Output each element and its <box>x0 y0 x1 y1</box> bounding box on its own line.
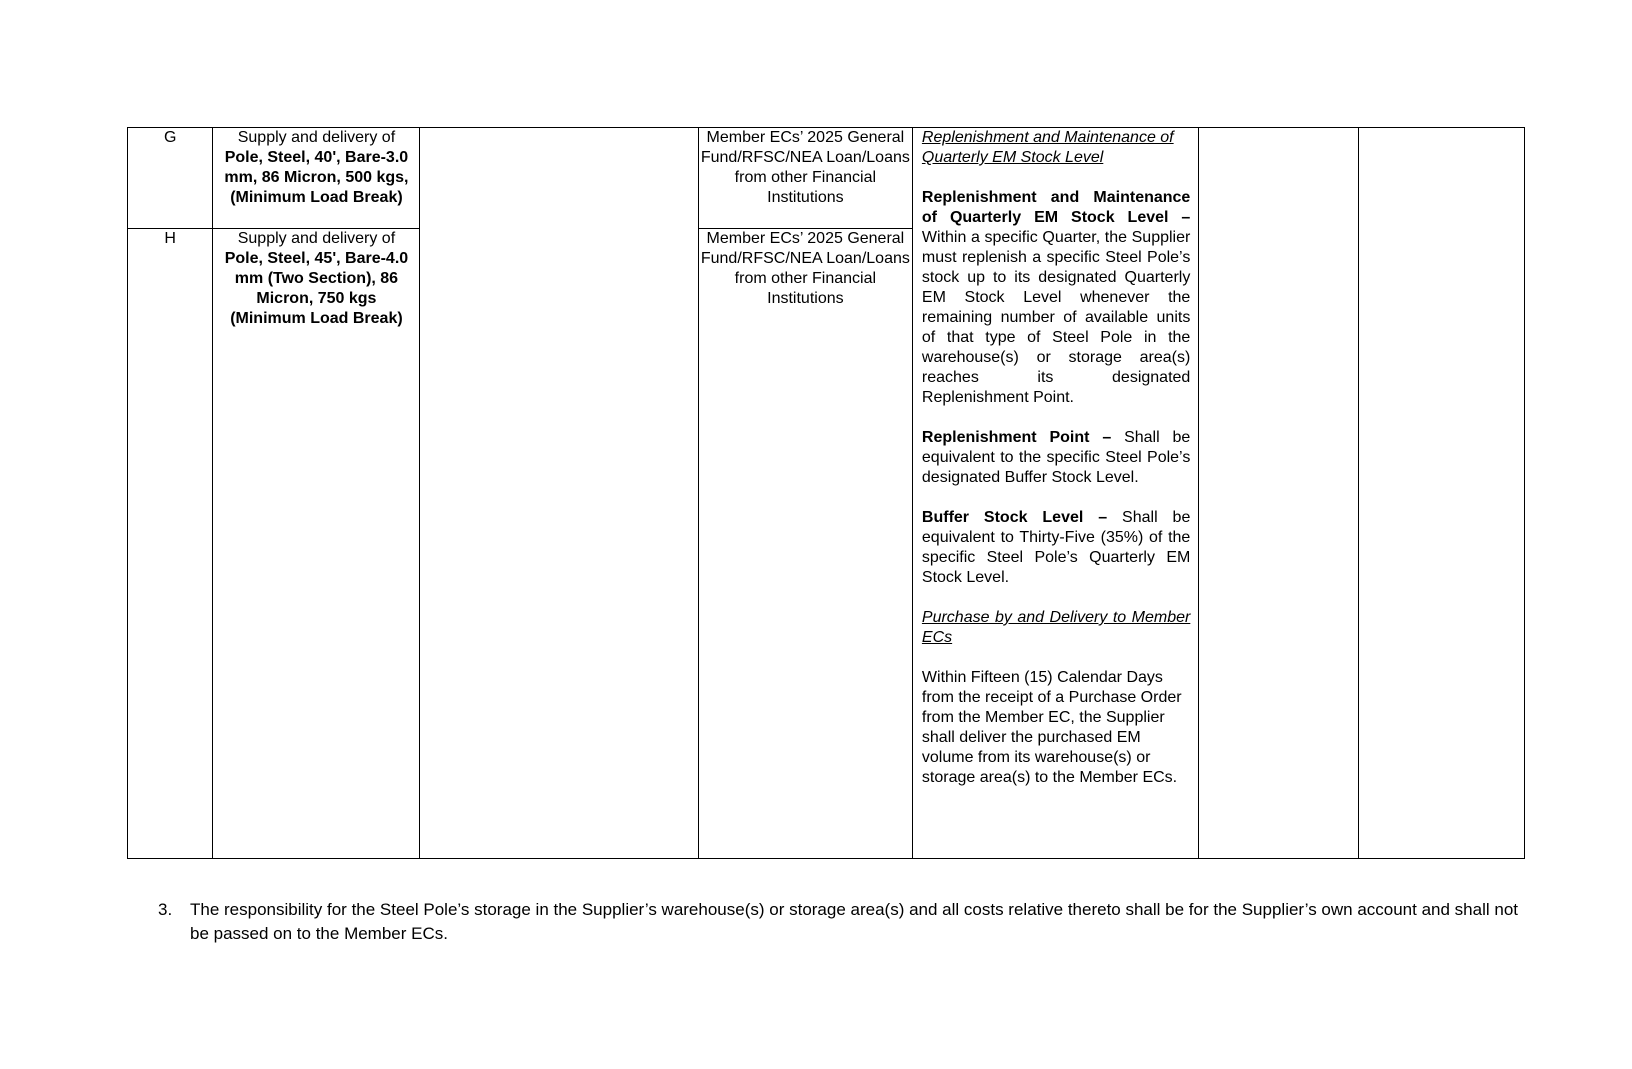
funding-source: Member ECs’ 2025 General Fund/RFSC/NEA Loan/Loans from other Financial Institutions <box>700 230 910 307</box>
item-prefix: Supply and delivery of <box>237 129 396 146</box>
item-letter: H <box>164 230 176 247</box>
item-letter: G <box>163 129 177 146</box>
note-number: 3. <box>158 900 173 919</box>
item-prefix: Supply and delivery of <box>237 230 396 247</box>
term-text: Shall be equivalent to the specific Steel Pole’s designated Buffer Stock Level. <box>921 429 1191 486</box>
item-name: Pole, Steel, 45', Bare-4.0 mm (Two Section), 86 Micron, 750 kgs (Minimum Load Break) <box>224 250 409 327</box>
funding-source-cell <box>698 128 912 229</box>
term-label: Replenishment Point – <box>921 429 1112 446</box>
item-letter-cell <box>128 229 213 859</box>
numbered-note <box>158 898 1528 946</box>
paragraph <box>922 188 1190 408</box>
item-description-cell <box>213 229 420 859</box>
paragraph <box>922 508 1190 588</box>
term-text: Shall be equivalent to Thirty-Five (35%) of the specific Steel Pole’s Quarterly EM Stock Level. <box>921 509 1191 586</box>
funding-source-cell <box>698 229 912 859</box>
item-letter-cell <box>128 128 213 229</box>
paragraph: Within Fifteen (15) Calendar Days from the receipt of a Purchase Order from the Member EC, the Supplier shall deliver the purchased EM volume from its warehouse(s) or storage area(s) to the Member ECs. <box>921 669 1182 786</box>
section-heading: Replenishment and Maintenance of Quarterly EM Stock Level <box>921 129 1174 166</box>
table-row <box>128 128 1525 229</box>
delivery-terms-cell <box>912 128 1198 859</box>
funding-source: Member ECs’ 2025 General Fund/RFSC/NEA Loan/Loans from other Financial Institutions <box>700 129 910 206</box>
term-text: Within a specific Quarter, the Supplier must replenish a specific Steel Pole’s stock up to its designated Quarterly EM Stock Level whenever the remaining number of available units of that type of Steel Pole in the warehouse(s) or storage area(s) reaches its designated Replenishment Point. <box>921 229 1191 406</box>
section-heading: Purchase by and Delivery to Member ECs <box>921 609 1191 646</box>
item-name: Pole, Steel, 40', Bare-3.0 mm, 86 Micron, 500 kgs, (Minimum Load Break) <box>224 149 409 206</box>
paragraph <box>922 428 1190 488</box>
note-text: The responsibility for the Steel Pole’s storage in the Supplier’s warehouse(s) or storage area(s) and all costs relative thereto shall be for the Supplier’s own account and shall not be passed on to the Member ECs. <box>190 900 1518 943</box>
specifications-table <box>127 127 1525 859</box>
empty-cell <box>1199 128 1359 859</box>
term-label: Buffer Stock Level – <box>921 509 1108 526</box>
item-description-cell <box>213 128 420 229</box>
empty-cell <box>420 128 698 859</box>
empty-cell <box>1359 128 1525 859</box>
term-label: Replenishment and Maintenance of Quarterly EM Stock Level – <box>921 189 1191 226</box>
